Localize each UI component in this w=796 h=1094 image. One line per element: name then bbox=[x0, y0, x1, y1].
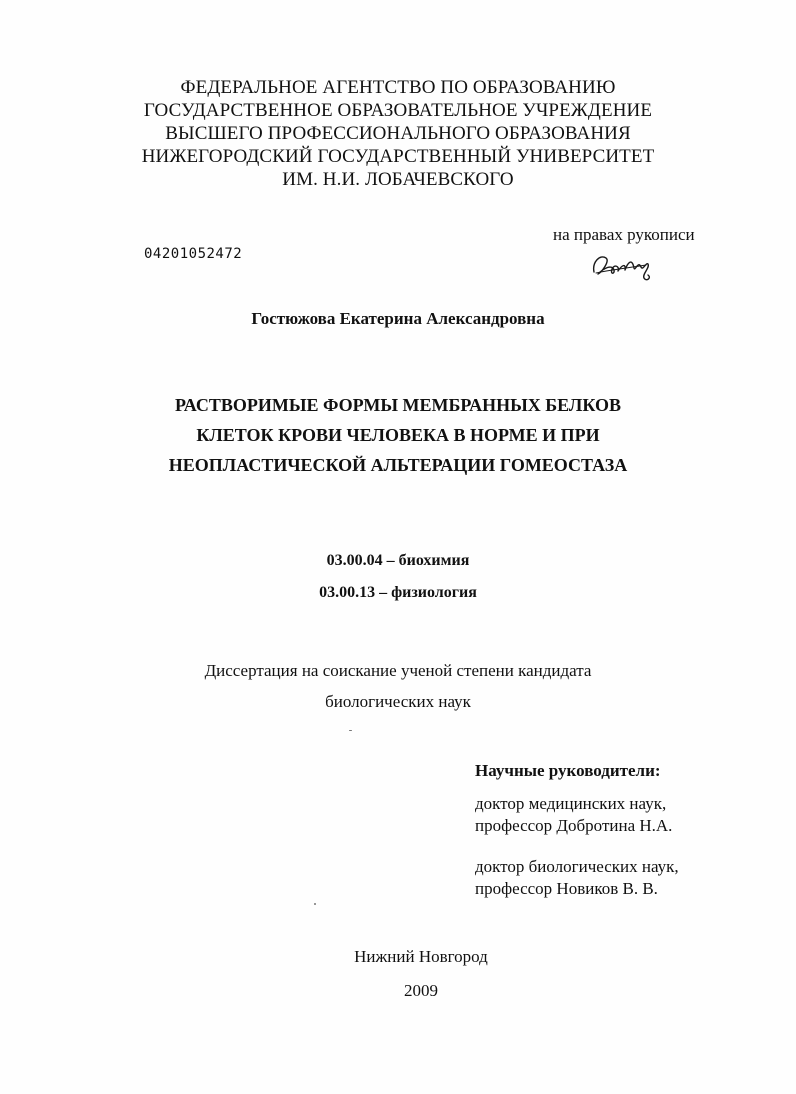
handwritten-signature bbox=[588, 248, 658, 286]
advisor-entry bbox=[475, 856, 679, 900]
advisor-name: профессор Добротина Н.А. bbox=[475, 816, 673, 835]
header-line: ИМ. Н.И. ЛОБАЧЕВСКОГО bbox=[282, 169, 514, 190]
scan-speck bbox=[349, 730, 352, 731]
author-name: Гостюжова Екатерина Александровна bbox=[251, 309, 545, 328]
degree-line: Диссертация на соискание ученой степени кандидата bbox=[204, 661, 592, 680]
document-number: 04201052472 bbox=[144, 246, 243, 262]
degree-statement bbox=[0, 655, 796, 717]
specialty-code: 03.00.04 – биохимия bbox=[326, 552, 470, 569]
header-line: ФЕДЕРАЛЬНОЕ АГЕНТСТВО ПО ОБРАЗОВАНИЮ bbox=[180, 77, 616, 98]
advisor-degree: доктор биологических наук, bbox=[475, 857, 679, 876]
specialty-code: 03.00.13 – физиология bbox=[319, 584, 477, 601]
header-line: ГОСУДАРСТВЕННОЕ ОБРАЗОВАТЕЛЬНОЕ УЧРЕЖДЕНИЕ bbox=[143, 100, 653, 121]
header-line: НИЖЕГОРОДСКИЙ ГОСУДАРСТВЕННЫЙ УНИВЕРСИТЕТ bbox=[141, 146, 655, 167]
manuscript-note: на правах рукописи bbox=[553, 225, 695, 244]
institution-header bbox=[0, 76, 796, 191]
advisor-degree: доктор медицинских наук, bbox=[475, 794, 667, 813]
city: Нижний Новгород bbox=[354, 947, 488, 966]
degree-line: биологических наук bbox=[325, 692, 471, 711]
advisor-name: профессор Новиков В. В. bbox=[475, 879, 658, 898]
advisors-heading: Научные руководители: bbox=[475, 761, 661, 780]
title-line: РАСТВОРИМЫЕ ФОРМЫ МЕМБРАННЫХ БЕЛКОВ bbox=[175, 395, 621, 415]
title-line: НЕОПЛАСТИЧЕСКОЙ АЛЬТЕРАЦИИ ГОМЕОСТАЗА bbox=[168, 455, 628, 475]
advisor-entry bbox=[475, 793, 672, 837]
scan-speck bbox=[314, 903, 316, 905]
title-line: КЛЕТОК КРОВИ ЧЕЛОВЕКА В НОРМЕ И ПРИ bbox=[196, 425, 600, 445]
year: 2009 bbox=[404, 981, 438, 1000]
dissertation-title bbox=[0, 390, 796, 480]
header-line: ВЫСШЕГО ПРОФЕССИОНАЛЬНОГО ОБРАЗОВАНИЯ bbox=[165, 123, 631, 144]
